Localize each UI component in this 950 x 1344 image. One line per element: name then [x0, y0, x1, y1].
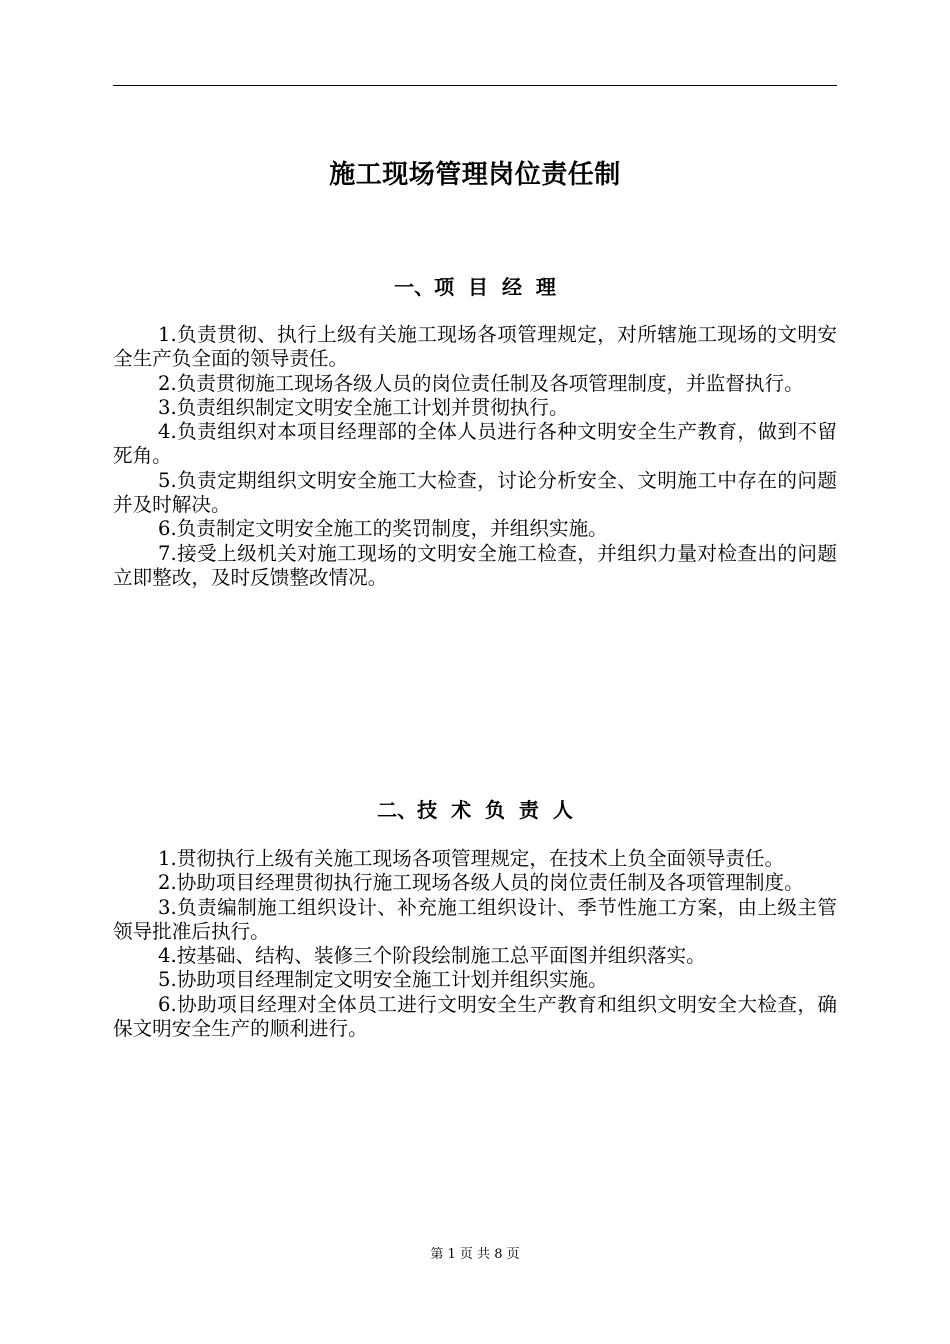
responsibility-item: 4.按基础、结构、装修三个阶段绘制施工总平面图并组织落实。 [158, 944, 706, 968]
responsibility-item: 3.负责编制施工组织设计、补充施工组织设计、季节性施工方案，由上级主管领导批准后执行。 [113, 895, 837, 943]
responsibility-item: 7.接受上级机关对施工现场的文明安全施工检查，并组织力量对检查出的问题立即整改，及时反馈整改情况。 [113, 541, 837, 589]
responsibility-item: 3.负责组织制定文明安全施工计划并贯彻执行。 [158, 395, 569, 419]
responsibility-item: 4.负责组织对本项目经理部的全体人员进行各种文明安全生产教育，做到不留死角。 [113, 420, 837, 468]
responsibility-item: 2.协助项目经理贯彻执行施工现场各级人员的岗位责任制及各项管理制度。 [158, 871, 804, 895]
responsibility-item: 5.协助项目经理制定文明安全施工计划并组织实施。 [158, 968, 608, 992]
responsibility-item: 5.负责定期组织文明安全施工大检查，讨论分析安全、文明施工中存在的问题并及时解决。 [113, 468, 837, 517]
responsibility-item: 1.贯彻执行上级有关施工现场各项管理规定，在技术上负全面领导责任。 [158, 847, 785, 870]
document-title: 施工现场管理岗位责任制 [329, 160, 621, 190]
responsibility-item: 6.协助项目经理对全体员工进行文明安全生产教育和组织文明安全大检查，确保文明安全生产的顺利进行。 [113, 992, 837, 1041]
page-number-footer: 第 1 页 共 8 页 [430, 1247, 520, 1262]
responsibility-item: 1.负责贯彻、执行上级有关施工现场各项管理规定，对所辖施工现场的文明安全生产负全面的领导责任。 [113, 323, 837, 371]
section-heading-technical-lead: 二、技 术 负 责 人 [377, 798, 573, 822]
section-heading-project-manager: 一、项 目 经 理 [394, 275, 556, 299]
header-rule [113, 85, 837, 86]
responsibility-item: 2.负责贯彻施工现场各级人员的岗位责任制及各项管理制度，并监督执行。 [158, 371, 804, 395]
section-body-technical-lead [113, 847, 837, 1041]
responsibility-item: 6.负责制定文明安全施工的奖罚制度，并组织实施。 [158, 517, 608, 541]
section-body-project-manager [113, 323, 837, 590]
